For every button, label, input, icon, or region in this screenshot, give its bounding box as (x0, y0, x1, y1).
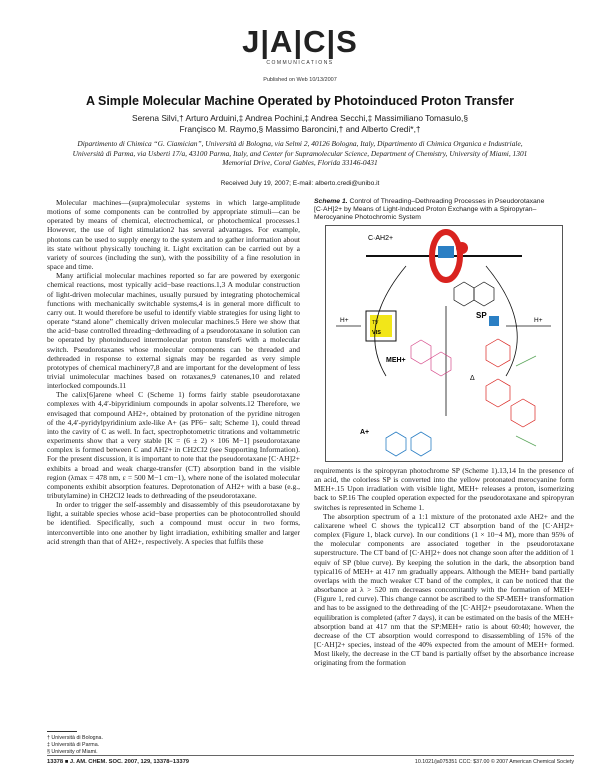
authors-line-2: Françisco M. Raymo,§ Massimo Baroncini,† and Alberto Credi*,† (179, 123, 421, 134)
label-vis: VIS (372, 330, 381, 336)
authors-line-1: Serena Silvi,† Arturo Arduini,‡ Andrea Pochini,‡ Andrea Secchi,‡ Massimiliano Tomasulo,§ (132, 113, 468, 123)
axle-a-structure (386, 432, 431, 456)
label-h-right: H+ (534, 317, 543, 324)
meh-structure (411, 340, 451, 376)
scheme-diagram (326, 226, 562, 461)
paragraph: requirements is the spiropyran photochrome SP (Scheme 1).13,14 In the presence of an acid, the colorless SP is converted into the yellow protonated merocyanine form MEH+.15 Upon irradiation with visible light, MEH+ releases a proton, isomerizing back to SP.16 The coupled operation expected for the pseudorotaxane and spiropyran switches is represented in Scheme 1. (314, 466, 574, 512)
label-tv: TV (372, 320, 379, 326)
footer-rule (47, 755, 574, 756)
paragraph: Many artificial molecular machines reported so far are powered by exergonic chemical reactions, most typically acid−base reactions.1,3 A modular construction of light-driven molecular machines, usually pursued by integrating photochemical functions with mechanically switchable systems,4 is in general more difficult to carry out. It would therefore be useful to identify viable strategies for using light to operate “stand alone” chemically driven molecular machines.5 Here we show that the acid−base controlled threading−dethreading of a pseudorotaxane in solution can be operated by photoinduced intermolecular proton transfer6 with a molecular switch. Pseudorotaxanes whose molecular components can be threaded and dethreaded in response to external signals may be regarded as very simple prototypes of chemical machinery7,8 and are important for the development of less trivial unimolecular machines based on rotaxanes,9 catenanes,10 and related interlocked compounds.11 (47, 271, 300, 391)
label-h-left: H+ (340, 317, 349, 324)
footer-citation: 13378 ■ J. AM. CHEM. SOC. 2007, 129, 13378−13379 (47, 759, 190, 765)
authors (60, 113, 540, 134)
proton-icon (456, 242, 468, 254)
axle-blue-unit (438, 246, 454, 258)
label-delta: Δ (470, 375, 475, 382)
label-meh: MEH+ (386, 357, 406, 364)
footnote: † Università di Bologna. (47, 735, 103, 741)
footnotes (47, 735, 300, 756)
label-a: A+ (360, 429, 370, 436)
paragraph: Molecular machines—(supra)molecular systems in which large-amplitude motions of some components can be controlled by appropriate stimuli—can be operated by means of chemical, electrochemical, or photochemical processes.1 However, the use of light stimulation2 has several advantages. For example, photons can be used to supply energy to the system and to gather information about its state without physically touching it. Light excitation can be carried out by a variety of sources (including the sun), with the possibility of a fine resolution in space and time. (47, 198, 300, 272)
scheme-caption (314, 198, 574, 222)
label-cah: C·AH2+ (368, 235, 394, 242)
calixarene-structure (486, 339, 535, 427)
right-column (314, 466, 574, 667)
published-date: Published on Web 10/13/2007 (263, 77, 337, 83)
footnote: ‡ Università di Parma. (47, 742, 100, 748)
scheme-caption-text: Control of Threading–Dethreading Processes in Pseudorotaxane [C·AH]2+ by Means of Light-Induced Proton Exchange with a Spiropyran–Merocyanine Photochromic System (314, 198, 545, 222)
paragraph: The absorption spectrum of a 1:1 mixture of the protonated axle AH2+ and the calixarene wheel C shows the typical12 CT absorption band of the [C·AH]2+ complex (Figure 1, black curve). In our conditions (1 × 10−4 M), more than 95% of the molecular components are associated together in the pseudorotaxane superstructure. The CT band of [C·AH]2+ does not change soon after the addition of 1 equiv of SP (blue curve). By keeping the solution in the dark, the absorption band typical16 of MEH+ at 417 nm gradually appears. Although the MEH+ band partially overlaps with the much weaker CT band of the complex, it can be noticed that the absorbance at λ > 520 nm decreases concomitantly with the formation of MEH+ (Figure 1, red curve). This change cannot be ascribed to the SP-MEH+ transformation and has to be assigned to the dethreading of the [C·AH]2+ pseudorotaxane. When the equilibration is completed (after 7 days), it can be estimated on the basis of the MEH+ absorption band at 417 nm that the SP:MEH+ ratio is about 60:40; however, the decrease of the CT absorption would correspond to disassembling of 15% of the [C·AH]2+ species, instead of the 40% expected from the amount of MEH+ formed. Most likely, the decrease in the CT band is partially offset by the absorbance increase originating from the formation (314, 511, 574, 668)
footnote-rule (47, 731, 77, 732)
footnote: § University of Miami. (47, 749, 98, 755)
scheme-figure (325, 225, 563, 462)
axle-unit-icon (489, 316, 499, 326)
article-title: A Simple Molecular Machine Operated by Photoinduced Proton Transfer (85, 94, 515, 108)
journal-logo: J|A|C|S (242, 24, 358, 59)
affiliation: Dipartimento di Chimica “G. Ciamician”, Università di Bologna, via Selmi 2, 40126 Bologna, Italy, Dipartimento di Chimica Organica e Industriale, Università di Parma, via Usberti 17/a, 43100 Parma, Italy, and Center for Supramolecular Science, Department of Chemistry, University of Miami, 1301 Memorial Drive, Coral Gables, Florida 33146-0431 (72, 139, 528, 167)
scheme-label: Scheme 1. (314, 198, 348, 205)
sp-structure (454, 282, 494, 306)
received-line: Received July 19, 2007; E-mail: alberto.credi@unibo.it (220, 180, 380, 187)
left-column (47, 198, 300, 546)
footer-doi: 10.1021/ja075351 CCC: $37.00 © 2007 American Chemical Society (414, 759, 574, 765)
paragraph: The calix[6]arene wheel C (Scheme 1) forms fairly stable pseudorotaxane complexes with 4,4′-bipyridinium compounds in apolar solvents.12 Therefore, we envisaged that compound AH2+, obtained by protonation of the pyridine nitrogen of the 4,4′-pyridylpyridinium axle-like A+ (as PF6− salt; Scheme 1), could thread into the cavity of C as well. In fact, spectrophotometric titrations and voltammetric experiments show that a very stable [K = (6 ± 2) × 106 M−1] pseudorotaxane complex is formed between C and AH2+ in CH2Cl2 (see Supporting Information). For the present discussion, it is important to note that the pseudorotaxane [C·AH]2+ exhibits a broad and weak charge-transfer (CT) absorption band in the visible region (λmax = 478 nm, ε = 500 M−1 cm−1), where none of the isolated molecular components exhibit absorption features. Deprotonation of AH2+ with a base (e.g., tributylamine) in CH2Cl2 leads to dethreading of the pseudorotaxane. (47, 390, 300, 500)
logo-subtitle: COMMUNICATIONS (266, 60, 334, 66)
label-sp: SP (476, 311, 487, 320)
paragraph: In order to trigger the self-assembly and disassembly of this pseudorotaxane by light, a suitable species whose acid−base properties can be photocontrolled should be identified. Specifically, such a compound must occur in two forms, interconvertible into one another by light irradiation, exhibiting smaller and larger acid strength than that of AH2+, respectively. A species that fulfils these (47, 500, 300, 546)
